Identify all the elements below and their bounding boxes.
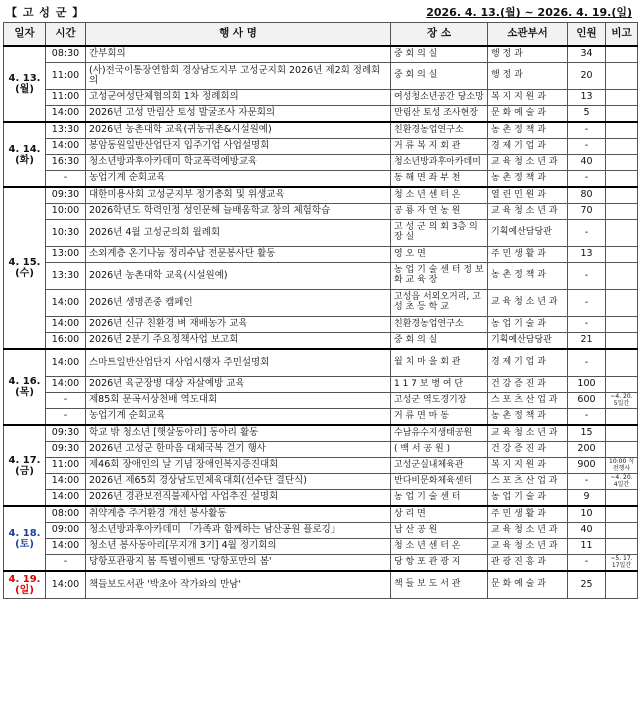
table-row bbox=[4, 555, 638, 572]
schedule-header bbox=[0, 0, 640, 22]
place-cell: 공 룡 자 연 농 원 bbox=[391, 204, 488, 220]
time-cell: 09:00 bbox=[46, 523, 86, 539]
count-cell: - bbox=[568, 139, 606, 155]
dept-cell: 행 정 과 bbox=[488, 63, 568, 90]
count-cell: 100 bbox=[568, 377, 606, 393]
time-cell: 10:00 bbox=[46, 204, 86, 220]
event-cell: 2026년 농촌대학 교육(귀농귀촌&시설원예) bbox=[86, 122, 391, 139]
dept-cell: 문 화 예 술 과 bbox=[488, 571, 568, 599]
time-cell: 11:00 bbox=[46, 63, 86, 90]
col-note-header: 비고 bbox=[606, 23, 638, 47]
place-cell: 농 업 기 술 센 터 정 보 화 교 육 장 bbox=[391, 263, 488, 290]
count-cell: 70 bbox=[568, 204, 606, 220]
event-cell: 2026년 제65회 경상남도민체육대회(선수단 결단식) bbox=[86, 474, 391, 490]
count-cell: 9 bbox=[568, 490, 606, 507]
event-cell: 2026년 육군장병 대상 자살예방 교육 bbox=[86, 377, 391, 393]
place-cell: 친환경농업연구소 bbox=[391, 317, 488, 333]
time-cell: 13:00 bbox=[46, 247, 86, 263]
dept-cell: 기획예산담당관 bbox=[488, 220, 568, 247]
time-cell: 08:00 bbox=[46, 506, 86, 523]
table-row bbox=[4, 349, 638, 377]
event-cell: 2026년 농촌대학 교육(시설원예) bbox=[86, 263, 391, 290]
table-row bbox=[4, 458, 638, 474]
place-cell: 영 오 면 bbox=[391, 247, 488, 263]
time-cell: 14:00 bbox=[46, 539, 86, 555]
note-cell bbox=[606, 317, 638, 333]
count-cell: 40 bbox=[568, 523, 606, 539]
count-cell: - bbox=[568, 349, 606, 377]
table-row bbox=[4, 187, 638, 204]
col-place-header: 장 소 bbox=[391, 23, 488, 47]
col-event-header: 행 사 명 bbox=[86, 23, 391, 47]
note-cell bbox=[606, 187, 638, 204]
note-cell bbox=[606, 409, 638, 426]
event-cell: 고성군여성단체협의회 1차 정례회의 bbox=[86, 90, 391, 106]
time-cell: 14:00 bbox=[46, 349, 86, 377]
time-cell: 14:00 bbox=[46, 571, 86, 599]
table-row bbox=[4, 220, 638, 247]
note-cell bbox=[606, 333, 638, 350]
event-cell: (사)전국이통장연합회 경상남도지부 고성군지회 2026년 제2회 정례회의 bbox=[86, 63, 391, 90]
note-cell bbox=[606, 523, 638, 539]
place-cell: 월 치 마 을 회 관 bbox=[391, 349, 488, 377]
table-row bbox=[4, 63, 638, 90]
event-cell: 2026년 생명존중 캠페인 bbox=[86, 290, 391, 317]
time-cell: 13:30 bbox=[46, 263, 86, 290]
count-cell: - bbox=[568, 409, 606, 426]
event-cell: 제85회 문곡서상천배 역도대회 bbox=[86, 393, 391, 409]
time-cell: 14:00 bbox=[46, 490, 86, 507]
note-cell bbox=[606, 171, 638, 188]
place-cell: 남 산 공 원 bbox=[391, 523, 488, 539]
table-row bbox=[4, 106, 638, 123]
dept-cell: 스 포 츠 산 업 과 bbox=[488, 393, 568, 409]
col-dept-header: 소관부서 bbox=[488, 23, 568, 47]
time-cell: 14:00 bbox=[46, 106, 86, 123]
time-cell: 09:30 bbox=[46, 187, 86, 204]
table-row bbox=[4, 523, 638, 539]
note-cell bbox=[606, 106, 638, 123]
dept-cell: 건 강 증 진 과 bbox=[488, 442, 568, 458]
count-cell: 21 bbox=[568, 333, 606, 350]
date-cell: 4. 13. (월) bbox=[4, 46, 46, 122]
time-cell: 16:30 bbox=[46, 155, 86, 171]
count-cell: 25 bbox=[568, 571, 606, 599]
note-cell bbox=[606, 263, 638, 290]
table-row bbox=[4, 122, 638, 139]
count-cell: 11 bbox=[568, 539, 606, 555]
dept-cell: 주 민 생 활 과 bbox=[488, 247, 568, 263]
count-cell: 200 bbox=[568, 442, 606, 458]
event-cell: 청소년방과후아카데미 「가족과 함께하는 남산공원 플로깅」 bbox=[86, 523, 391, 539]
date-cell: 4. 18. (토) bbox=[4, 506, 46, 571]
note-cell bbox=[606, 539, 638, 555]
date-cell: 4. 15. (수) bbox=[4, 187, 46, 349]
note-cell bbox=[606, 290, 638, 317]
event-cell: 책들보도서관 '박초아 작가와의 만남' bbox=[86, 571, 391, 599]
count-cell: - bbox=[568, 474, 606, 490]
time-cell: 11:00 bbox=[46, 90, 86, 106]
org-label: 【 고 성 군 】 bbox=[6, 6, 85, 19]
table-row bbox=[4, 90, 638, 106]
place-cell: 상 리 면 bbox=[391, 506, 488, 523]
dept-cell: 복 지 지 원 과 bbox=[488, 458, 568, 474]
dept-cell: 복 지 지 원 과 bbox=[488, 90, 568, 106]
time-cell: 09:30 bbox=[46, 425, 86, 442]
event-cell: 소외계층 온기나눔 정리수납 전문봉사단 활동 bbox=[86, 247, 391, 263]
dept-cell: 농 업 기 술 과 bbox=[488, 490, 568, 507]
time-cell: 08:30 bbox=[46, 46, 86, 63]
event-cell: 학교 밖 청소년 [햇살동아리] 동아리 활동 bbox=[86, 425, 391, 442]
dept-cell: 주 민 생 활 과 bbox=[488, 506, 568, 523]
note-cell bbox=[606, 349, 638, 377]
event-cell: 2026년 신규 친환경 벼 재배농가 교육 bbox=[86, 317, 391, 333]
event-cell: 대한미용사회 고성군지부 정기총회 및 위생교육 bbox=[86, 187, 391, 204]
place-cell: 청 소 년 센 터 온 bbox=[391, 187, 488, 204]
note-cell bbox=[606, 220, 638, 247]
table-row bbox=[4, 490, 638, 507]
col-time-header: 시간 bbox=[46, 23, 86, 47]
schedule-body bbox=[4, 46, 638, 599]
dept-cell: 경 제 기 업 과 bbox=[488, 139, 568, 155]
note-cell bbox=[606, 46, 638, 63]
event-cell: 스마트일반산업단지 사업시행자 주민설명회 bbox=[86, 349, 391, 377]
note-cell bbox=[606, 63, 638, 90]
table-row bbox=[4, 317, 638, 333]
place-cell: 거 류 면 마 동 bbox=[391, 409, 488, 426]
event-cell: 2026년 고성 만림산 토성 발굴조사 자문회의 bbox=[86, 106, 391, 123]
place-cell: 중 회 의 실 bbox=[391, 46, 488, 63]
count-cell: 900 bbox=[568, 458, 606, 474]
event-cell: 2026학년도 학력인정 성인문해 늘배움학교 창의 체험학습 bbox=[86, 204, 391, 220]
place-cell: 여성청소년공간 당소망 bbox=[391, 90, 488, 106]
place-cell: 책 들 보 도 서 관 bbox=[391, 571, 488, 599]
note-cell bbox=[606, 425, 638, 442]
count-cell: - bbox=[568, 122, 606, 139]
table-row bbox=[4, 171, 638, 188]
note-cell: ~5. 17. 17일간 bbox=[606, 555, 638, 572]
count-cell: - bbox=[568, 317, 606, 333]
table-row bbox=[4, 393, 638, 409]
dept-cell: 건 강 증 진 과 bbox=[488, 377, 568, 393]
time-cell: 10:30 bbox=[46, 220, 86, 247]
col-count-header: 인원 bbox=[568, 23, 606, 47]
dept-cell: 농 촌 정 책 과 bbox=[488, 263, 568, 290]
col-date-header: 일자 bbox=[4, 23, 46, 47]
count-cell: - bbox=[568, 263, 606, 290]
event-cell: 청소년방과후아카데미 학교폭력예방교육 bbox=[86, 155, 391, 171]
count-cell: 15 bbox=[568, 425, 606, 442]
count-cell: - bbox=[568, 290, 606, 317]
place-cell: 중 회 의 실 bbox=[391, 63, 488, 90]
note-cell bbox=[606, 442, 638, 458]
place-cell: 청 소 년 센 터 온 bbox=[391, 539, 488, 555]
dept-cell: 농 촌 정 책 과 bbox=[488, 171, 568, 188]
note-cell bbox=[606, 204, 638, 220]
count-cell: 20 bbox=[568, 63, 606, 90]
table-row bbox=[4, 409, 638, 426]
dept-cell: 교 육 청 소 년 과 bbox=[488, 290, 568, 317]
date-cell: 4. 19. (일) bbox=[4, 571, 46, 599]
time-cell: 11:00 bbox=[46, 458, 86, 474]
place-cell: 친환경농업연구소 bbox=[391, 122, 488, 139]
note-cell bbox=[606, 139, 638, 155]
table-row bbox=[4, 155, 638, 171]
table-row bbox=[4, 139, 638, 155]
time-cell: 14:00 bbox=[46, 474, 86, 490]
date-cell: 4. 16. (목) bbox=[4, 349, 46, 425]
table-row bbox=[4, 442, 638, 458]
place-cell: 1 1 7 보 병 여 단 bbox=[391, 377, 488, 393]
table-row bbox=[4, 204, 638, 220]
dept-cell: 문 화 예 술 과 bbox=[488, 106, 568, 123]
count-cell: 600 bbox=[568, 393, 606, 409]
count-cell: - bbox=[568, 220, 606, 247]
place-cell: 당 항 포 관 광 지 bbox=[391, 555, 488, 572]
count-cell: 13 bbox=[568, 247, 606, 263]
count-cell: - bbox=[568, 555, 606, 572]
time-cell: 14:00 bbox=[46, 139, 86, 155]
note-cell: ~4. 20. 4일간 bbox=[606, 474, 638, 490]
time-cell: 13:30 bbox=[46, 122, 86, 139]
dept-cell: 농 업 기 술 과 bbox=[488, 317, 568, 333]
dept-cell: 경 제 기 업 과 bbox=[488, 349, 568, 377]
note-cell bbox=[606, 90, 638, 106]
table-row bbox=[4, 377, 638, 393]
place-cell: ( 백 서 공 원 ) bbox=[391, 442, 488, 458]
note-cell: ~4. 20. 5일간 bbox=[606, 393, 638, 409]
event-cell: 간부회의 bbox=[86, 46, 391, 63]
dept-cell: 행 정 과 bbox=[488, 46, 568, 63]
dept-cell: 스 포 츠 산 업 과 bbox=[488, 474, 568, 490]
note-cell bbox=[606, 506, 638, 523]
date-cell: 4. 14. (화) bbox=[4, 122, 46, 187]
place-cell: 고성군 역도경기장 bbox=[391, 393, 488, 409]
place-cell: 고 성 군 의 회 3층 의 장 실 bbox=[391, 220, 488, 247]
place-cell: 농 업 기 술 센 터 bbox=[391, 490, 488, 507]
count-cell: 13 bbox=[568, 90, 606, 106]
time-cell: 14:00 bbox=[46, 290, 86, 317]
place-cell: 중 회 의 실 bbox=[391, 333, 488, 350]
dept-cell: 농 촌 정 책 과 bbox=[488, 409, 568, 426]
dept-cell: 교 육 청 소 년 과 bbox=[488, 204, 568, 220]
dept-cell: 교 육 청 소 년 과 bbox=[488, 539, 568, 555]
event-cell: 2026년 2분기 주요정책사업 보고회 bbox=[86, 333, 391, 350]
place-cell: 수남유수지생태공원 bbox=[391, 425, 488, 442]
header-row bbox=[4, 23, 638, 47]
schedule-table bbox=[3, 22, 638, 599]
dept-cell: 교 육 청 소 년 과 bbox=[488, 425, 568, 442]
dept-cell: 교 육 청 소 년 과 bbox=[488, 155, 568, 171]
count-cell: 10 bbox=[568, 506, 606, 523]
place-cell: 고성읍 서외오거리, 고 성 초 등 학 교 bbox=[391, 290, 488, 317]
table-row bbox=[4, 474, 638, 490]
place-cell: 반다비문화체육센터 bbox=[391, 474, 488, 490]
note-cell bbox=[606, 122, 638, 139]
table-row bbox=[4, 333, 638, 350]
table-row bbox=[4, 263, 638, 290]
count-cell: 5 bbox=[568, 106, 606, 123]
time-cell: 09:30 bbox=[46, 442, 86, 458]
place-cell: 청소년방과후아카데미 bbox=[391, 155, 488, 171]
place-cell: 거 류 복 지 회 관 bbox=[391, 139, 488, 155]
time-cell: 14:00 bbox=[46, 317, 86, 333]
event-cell: 당항포관광지 봄 특별이벤트 '당항포만의 봄' bbox=[86, 555, 391, 572]
period-label: 2026. 4. 13.(월) ~ 2026. 4. 19.(일) bbox=[426, 6, 632, 19]
table-row bbox=[4, 425, 638, 442]
time-cell: - bbox=[46, 409, 86, 426]
place-cell: 고성군실내체육관 bbox=[391, 458, 488, 474]
event-cell: 청소년 봉사동아리[무지개 3기] 4월 정기회의 bbox=[86, 539, 391, 555]
event-cell: 제46회 장애인의 날 기념 장애인복지증진대회 bbox=[86, 458, 391, 474]
note-cell: 10:00 식전행사 bbox=[606, 458, 638, 474]
count-cell: - bbox=[568, 171, 606, 188]
date-cell: 4. 17. (금) bbox=[4, 425, 46, 506]
table-row bbox=[4, 46, 638, 63]
dept-cell: 관 광 진 흥 과 bbox=[488, 555, 568, 572]
count-cell: 80 bbox=[568, 187, 606, 204]
event-cell: 2026년 고성군 한마음 대체국복 걷기 행사 bbox=[86, 442, 391, 458]
table-row bbox=[4, 247, 638, 263]
event-cell: 농업기계 순회교육 bbox=[86, 171, 391, 188]
event-cell: 2026년 경관보전직불제사업 사업추진 설명회 bbox=[86, 490, 391, 507]
event-cell: 봉암동원일반산업단지 입주기업 사업설명회 bbox=[86, 139, 391, 155]
dept-cell: 농 촌 정 책 과 bbox=[488, 122, 568, 139]
table-row bbox=[4, 571, 638, 599]
count-cell: 40 bbox=[568, 155, 606, 171]
event-cell: 2026년 4월 고성군의회 월례회 bbox=[86, 220, 391, 247]
dept-cell: 교 육 청 소 년 과 bbox=[488, 523, 568, 539]
note-cell bbox=[606, 155, 638, 171]
time-cell: 14:00 bbox=[46, 377, 86, 393]
time-cell: - bbox=[46, 555, 86, 572]
event-cell: 취약계층 주거환경 개선 봉사활동 bbox=[86, 506, 391, 523]
note-cell bbox=[606, 571, 638, 599]
count-cell: 34 bbox=[568, 46, 606, 63]
note-cell bbox=[606, 490, 638, 507]
table-row bbox=[4, 506, 638, 523]
dept-cell: 기획예산담당관 bbox=[488, 333, 568, 350]
table-row bbox=[4, 539, 638, 555]
event-cell: 농업기계 순회교육 bbox=[86, 409, 391, 426]
note-cell bbox=[606, 377, 638, 393]
time-cell: - bbox=[46, 171, 86, 188]
place-cell: 동 해 면 좌 부 천 bbox=[391, 171, 488, 188]
place-cell: 만림산 토성 조사현장 bbox=[391, 106, 488, 123]
time-cell: 16:00 bbox=[46, 333, 86, 350]
note-cell bbox=[606, 247, 638, 263]
dept-cell: 열 린 민 원 과 bbox=[488, 187, 568, 204]
table-row bbox=[4, 290, 638, 317]
time-cell: - bbox=[46, 393, 86, 409]
